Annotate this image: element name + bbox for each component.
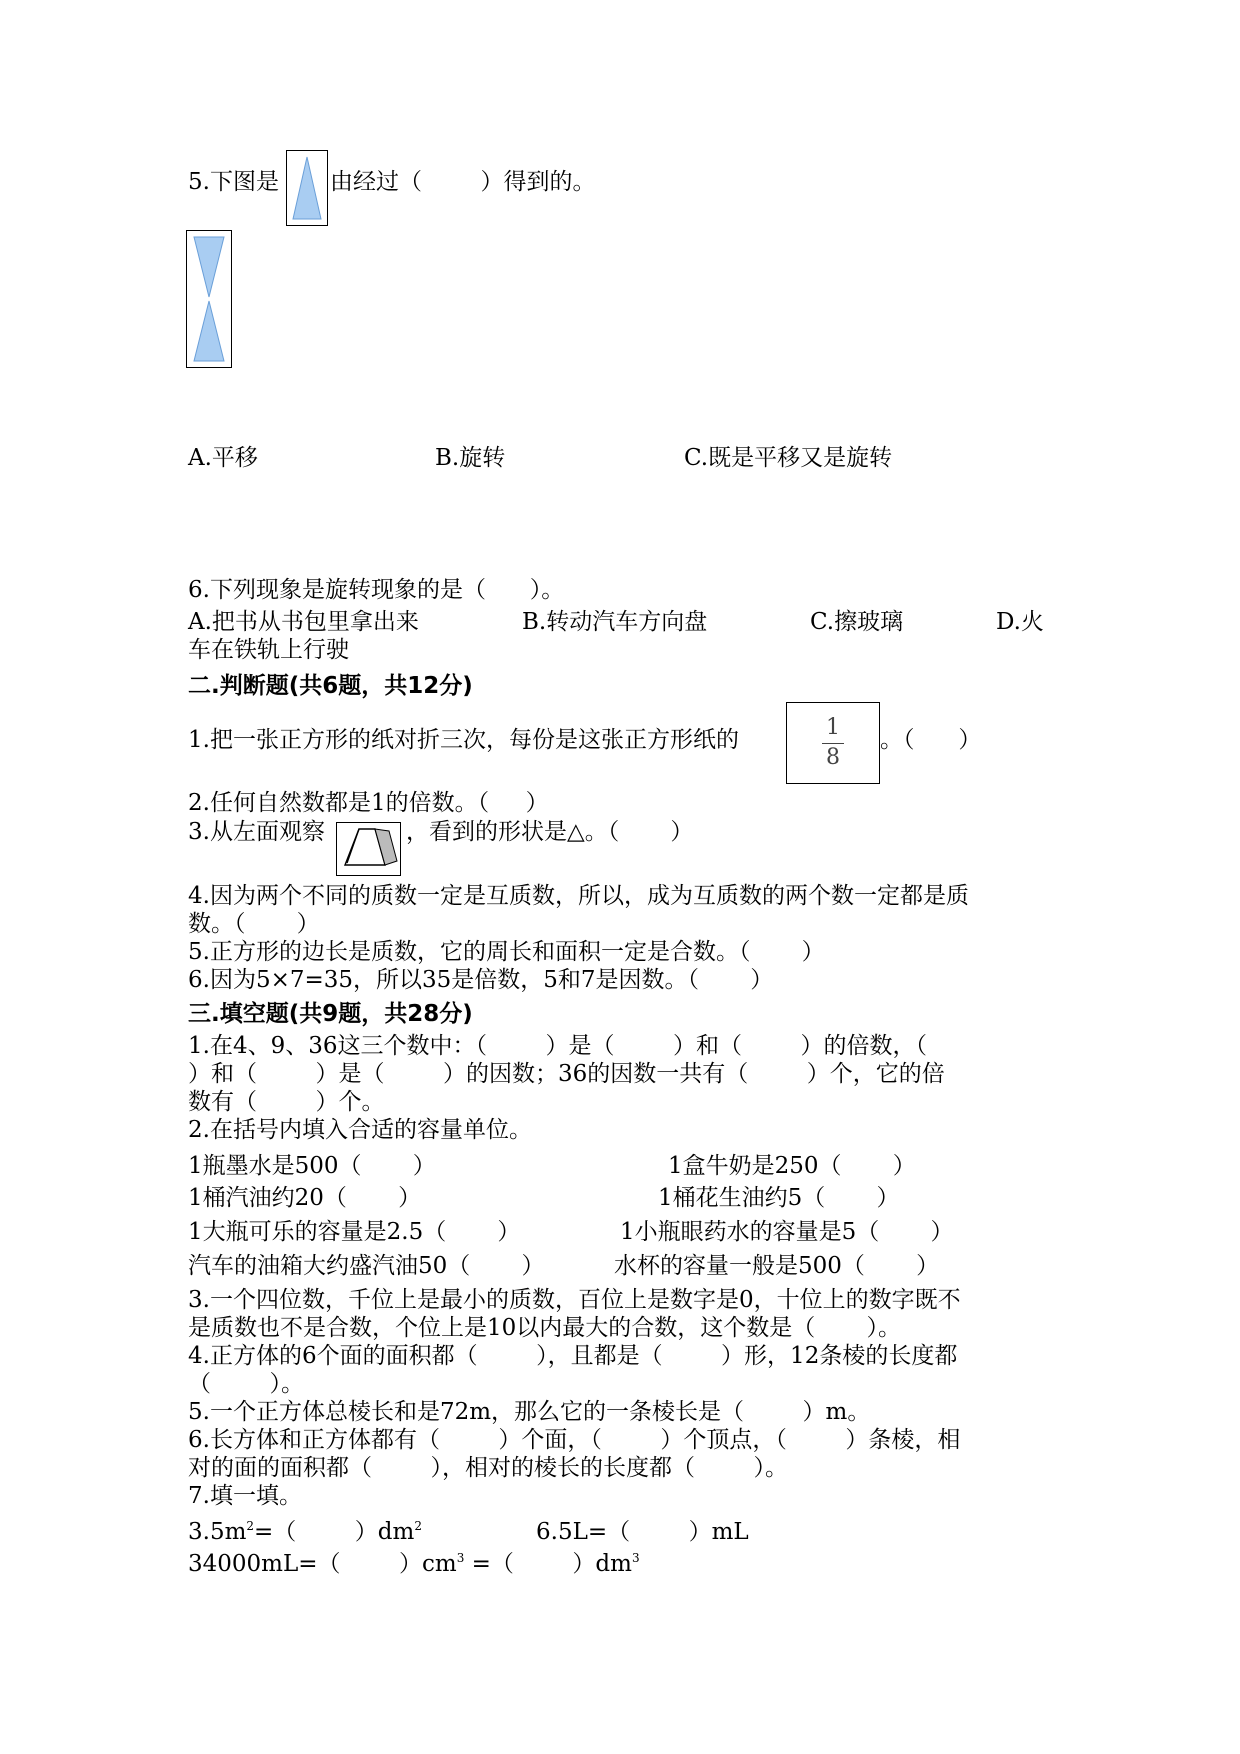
q6-option-a: A.把书从书包里拿出来 (188, 609, 419, 635)
fraction-bar (822, 743, 844, 744)
q5-stem-pre: 5.下图是 (188, 169, 279, 195)
sec3-q5: 5.一个正方体总棱长和是72m，那么它的一条棱长是（ ）m。 (188, 1399, 871, 1425)
sec2-q3-pre: 3.从左面观察 (188, 819, 325, 845)
fraction-denominator: 8 (826, 745, 840, 770)
q6-option-c: C.擦玻璃 (810, 609, 904, 635)
q5-option-c: C.既是平移又是旋转 (684, 445, 893, 471)
sec3-q2-item3: 1桶汽油约20（ ） (188, 1185, 422, 1211)
sec3-q7-conversion-c: 34000mL=（ ）$cm^3$ =（ ）$dm^3$ (188, 1551, 640, 1577)
sec2-q1-post: 。（ ） (880, 727, 982, 753)
sec3-q4-line2: （ ）。 (188, 1371, 304, 1397)
triangular-prism-icon (337, 823, 400, 875)
sec3-q3-line2: 是质数也不是合数，个位上是10以内最大的合数，这个数是（ ）。 (188, 1315, 901, 1341)
q6-option-d-wrap: 车在铁轨上行驶 (188, 637, 349, 663)
sec3-q4-line1: 4.正方体的6个面的面积都（ ），且都是（ ）形，12条棱的长度都 (188, 1343, 958, 1369)
sec3-q1-line1: 1.在4、9、36这三个数中：（ ）是（ ）和（ ）的倍数，（ (188, 1033, 927, 1059)
sec2-q6: 6.因为5×7=35，所以35是倍数，5和7是因数。（ ） (188, 967, 774, 993)
q5-stem-post: 由经过（ ）得到的。 (330, 169, 596, 195)
q5-option-b: B.旋转 (435, 445, 506, 471)
sec3-q2-item6: 1小瓶眼药水的容量是5（ ） (620, 1219, 954, 1245)
sec3-q7-conversion-a: $3.5m^2=$（ ）$dm^2$ (188, 1519, 422, 1545)
sec3-q2: 2.在括号内填入合适的容量单位。 (188, 1117, 532, 1143)
sec3-q2-item4: 1桶花生油约5（ ） (658, 1185, 900, 1211)
sec3-q1-line3: 数有（ ）个。 (188, 1089, 385, 1115)
sec2-q4-line2: 数。（ ） (188, 911, 320, 937)
sec3-q6-line1: 6.长方体和正方体都有（ ）个面，（ ）个顶点，（ ）条棱，相 (188, 1427, 961, 1453)
prism-figure (336, 822, 401, 876)
q6-option-b: B.转动汽车方向盘 (522, 609, 708, 635)
fraction-figure (786, 702, 880, 784)
hourglass-triangles-icon (187, 231, 231, 367)
sec2-q1-pre: 1.把一张正方形的纸对折三次，每份是这张正方形纸的 (188, 727, 739, 753)
sec2-q4-line1: 4.因为两个不同的质数一定是互质数，所以，成为互质数的两个数一定都是质 (188, 883, 969, 909)
section3-title: 三.填空题(共9题，共28分) (188, 1001, 473, 1027)
sec2-q2: 2.任何自然数都是1的倍数。（ ） (188, 790, 549, 816)
sec3-q2-item2: 1盒牛奶是250（ ） (668, 1153, 916, 1179)
sec3-q1-line2: ）和（ ）是（ ）的因数；36的因数一共有（ ）个，它的倍 (188, 1061, 945, 1087)
q6-option-d: D.火 (996, 609, 1044, 635)
triangle-icon (287, 151, 327, 225)
sec3-q2-item5: 1大瓶可乐的容量是2.5（ ） (188, 1219, 521, 1245)
sec3-q2-item1: 1瓶墨水是500（ ） (188, 1153, 436, 1179)
q6-stem: 6.下列现象是旋转现象的是（ ）。 (188, 577, 565, 603)
fraction-numerator: 1 (826, 715, 840, 740)
sec2-q5: 5.正方形的边长是质数，它的周长和面积一定是合数。（ ） (188, 939, 825, 965)
sec3-q7-conversion-b: 6.5L=（ ）mL (536, 1519, 749, 1545)
small-triangle-figure (286, 150, 328, 226)
sec3-q2-item8: 水杯的容量一般是500（ ） (614, 1253, 940, 1279)
sec3-q7: 7.填一填。 (188, 1483, 302, 1509)
hourglass-figure (186, 230, 232, 368)
q5-option-a: A.平移 (188, 445, 258, 471)
sec2-q3-post: ，看到的形状是△。（ ） (406, 819, 694, 845)
section2-title: 二.判断题(共6题，共12分) (188, 673, 473, 699)
sec3-q3-line1: 3.一个四位数，千位上是最小的质数，百位上是数字是0，十位上的数字既不 (188, 1287, 961, 1313)
sec3-q6-line2: 对的面的面积都（ ），相对的棱长的长度都（ ）。 (188, 1455, 788, 1481)
sec3-q2-item7: 汽车的油箱大约盛汽油50（ ） (188, 1253, 545, 1279)
